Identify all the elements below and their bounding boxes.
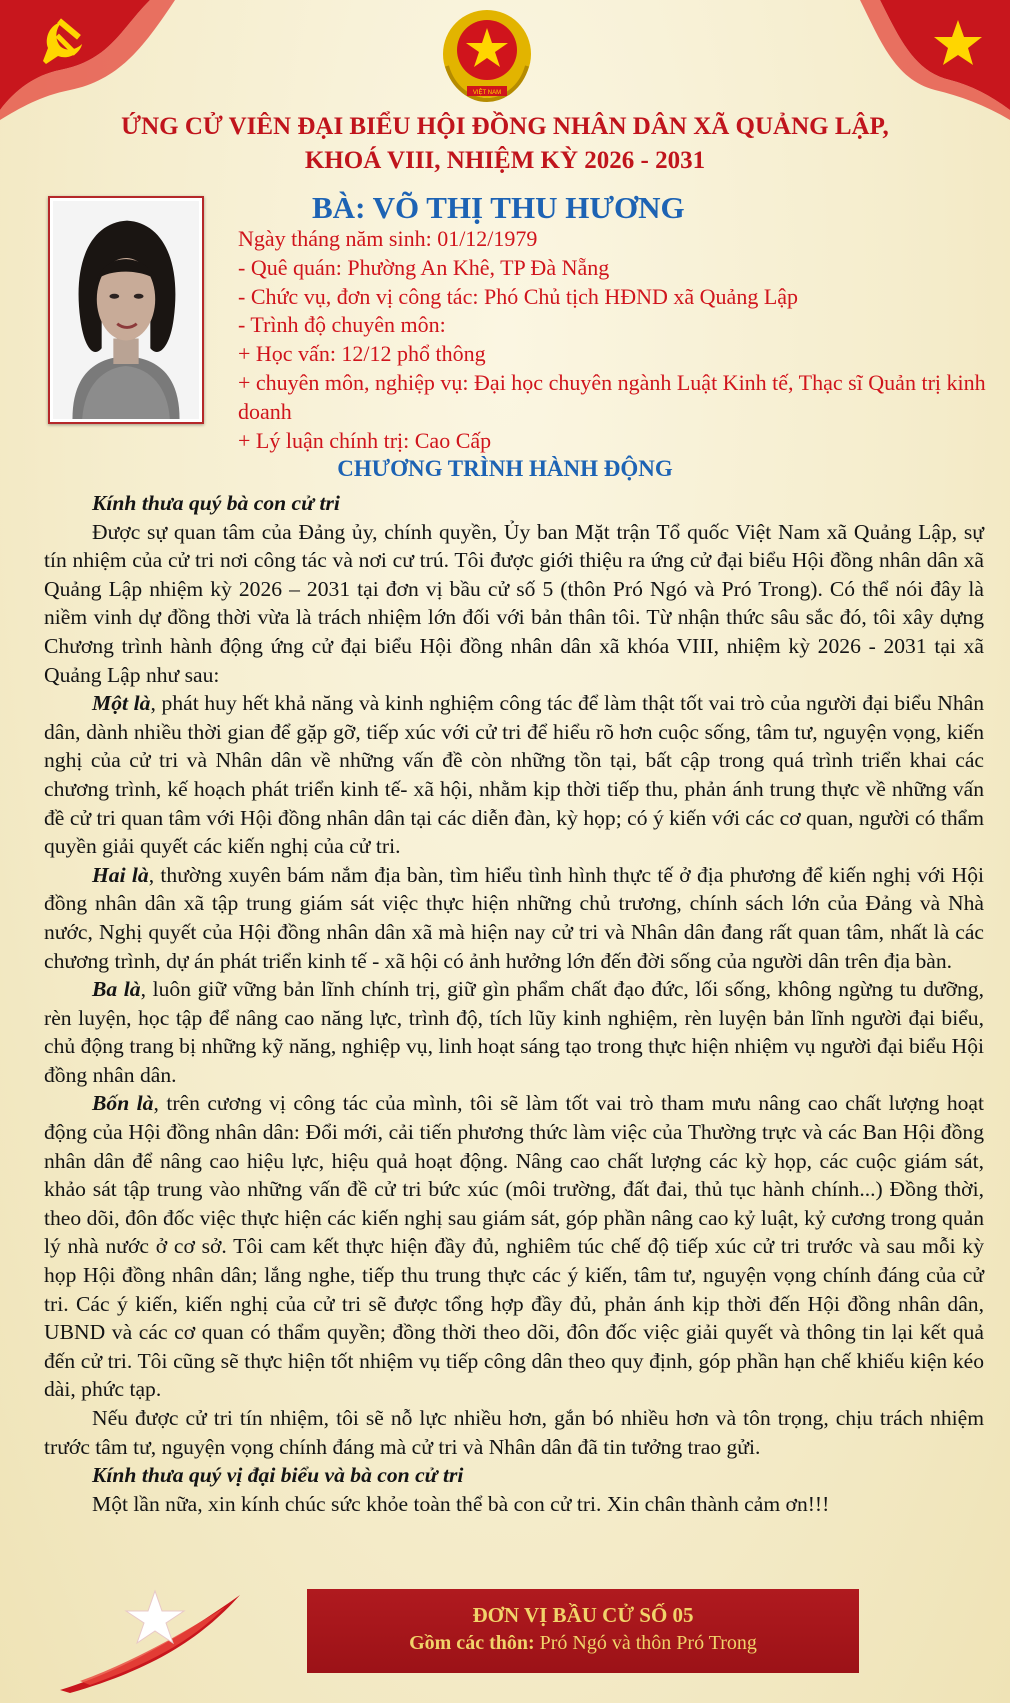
heading-line-1: ỨNG CỬ VIÊN ĐẠI BIỂU HỘI ĐỒNG NHÂN DÂN XÃ QUẢNG LẬP,	[121, 113, 889, 140]
page-heading	[30, 110, 980, 178]
detail-hometown: - Quê quán: Phường An Khê, TP Đà Nẵng	[238, 254, 610, 280]
detail-position: - Chức vụ, đơn vị công tác: Phó Chủ tịch HĐND xã Quảng Lập	[238, 283, 799, 309]
detail-qualification: - Trình độ chuyên môn:	[238, 312, 446, 338]
star-flag	[840, 0, 1010, 120]
detail-specialty: + chuyên môn, nghiệp vụ: Đại học chuyên ngành Luật Kinh tế, Thạc sĩ Quản trị kinh doanh	[238, 369, 986, 424]
point-1-text: , phát huy hết khả năng và kinh nghiệm công tác để làm thật tốt vai trò của người đại biểu Nhân dân, dành nhiều thời gian để gặp gỡ, tiếp xúc với cử tri để hiểu rõ hơn cuộc sống, tâm tư, nguyện vọng, kiến nghị của cử tri và Nhân dân về những vấn đề còn những tồn tại, bất cập trong quá trình triển khai các chương trình, kế hoạch phát triển kinh tế- xã hội, nhằm kịp thời tiếp thu, phản ánh trung thực về những vấn đề cử tri quan tâm với Hội đồng nhân dân tại các diễn đàn, kỳ họp; có ý kiến với các cơ quan, người có thẩm quyền giải quyết các kiến nghị của cử tri.	[44, 691, 984, 859]
candidate-name: BÀ: VÕ THỊ THU HƯƠNG	[312, 190, 685, 225]
point-4-paragraph	[44, 1089, 984, 1404]
banner-villages-value: Pró Ngó và thôn Pró Trong	[539, 1632, 757, 1654]
point-2-lead: Hai là	[92, 862, 149, 887]
point-2-text: , thường xuyên bám nắm địa bàn, tìm hiểu tình hình thực tế ở địa phương để kiến nghị với Hội đồng nhân dân xã tập trung giám sát việc thực hiện những chủ trương, chính sách lớn của Đảng và Nhà nước, Nghị quyết của Hội đồng nhân dân xã mà hiện nay cử tri và Nhân dân đang rất quan tâm, nhất là các chương trình, dự án phát triển kinh tế - xã hội có ảnh hưởng lớn đến đời sống của người dân trên địa bàn.	[44, 862, 984, 973]
banner-villages	[307, 1629, 859, 1657]
greeting-2: Kính thưa quý vị đại biểu và bà con cử tri	[92, 1463, 464, 1488]
point-1-lead: Một là	[92, 691, 151, 716]
banner-villages-label: Gồm các thôn:	[409, 1632, 535, 1654]
point-3-lead: Ba là	[92, 977, 141, 1002]
point-4-lead: Bốn là	[92, 1091, 154, 1116]
program-body	[44, 489, 984, 1518]
detail-political-theory: + Lý luận chính trị: Cao Cấp	[238, 427, 492, 453]
thanks-paragraph: Một lần nữa, xin kính chúc sức khỏe toàn thể bà con cử tri. Xin chân thành cảm ơn!!!	[92, 1491, 830, 1516]
heading-line-2: KHOÁ VIII, NHIỆM KỲ 2026 - 2031	[304, 147, 706, 174]
greeting: Kính thưa quý bà con cử tri	[92, 491, 340, 515]
point-4-text: , trên cương vị công tác của mình, tôi sẽ làm tốt vai trò tham mưu nâng cao chất lượng hoạt động của Hội đồng nhân dân: Đổi mới, cải tiến phương thức làm việc của Thường trực và các Ban Hội đồng nhân dân để nâng cao hiệu lực, hiệu quả hoạt động. Nâng cao chất lượng các kỳ họp, các cuộc giám sát, khảo sát tập trung vào những vấn đề cử tri bức xúc (môi trường, đất đai, thủ tục hành chính...) Đồng thời, theo dõi, đôn đốc việc thực hiện các kiến nghị sau giám sát, góp phần nâng cao kỷ luật, kỷ cương trong quản lý nhà nước ở cơ sở. Tôi cam kết thực hiện đầy đủ, nghiêm túc chế độ tiếp xúc cử tri trước và sau mỗi kỳ họp Hội đồng nhân dân; lắng nghe, tiếp thu trung thực các ý kiến, tâm tư, nguyện vọng chính đáng của cử tri. Các ý kiến, kiến nghị của cử tri sẽ được tổng hợp đầy đủ, phản ánh kịp thời đến Hội đồng nhân dân, UBND và các cơ quan có thẩm quyền; đồng thời theo dõi, đôn đốc việc giải quyết và thông tin lại kết quả đến cử tri. Tôi cũng sẽ thực hiện tốt nhiệm vụ tiếp công dân theo quy định, góp phần hạn chế khiếu kiện kéo dài, phức tạp.	[44, 1091, 984, 1402]
point-2-paragraph	[44, 861, 984, 975]
point-3-paragraph	[44, 975, 984, 1089]
hammer-sickle-flag	[0, 0, 190, 120]
detail-education: + Học vấn: 12/12 phổ thông	[238, 341, 486, 367]
intro-paragraph: Được sự quan tâm của Đảng ủy, chính quyền, Ủy ban Mặt trận Tổ quốc Việt Nam xã Quảng Lập, sự tín nhiệm của cử tri nơi công tác và nơi cư trú. Tôi được giới thiệu ra ứng cử đại biểu Hội đồng nhân dân xã Quảng Lập nhiệm kỳ 2026 – 2031 tại đơn vị bầu cử số 5 (thôn Pró Ngó và Pró Trong). Có thể nói đây là niềm vinh dự đồng thời vừa là trách nhiệm lớn đối với bản thân tôi. Từ nhận thức sâu sắc đó, tôi xây dựng Chương trình hành động ứng cử đại biểu Hội đồng nhân dân xã khóa VIII, nhiệm kỳ 2026 - 2031 tại xã Quảng Lập như sau:	[44, 519, 984, 687]
star-swoosh-icon	[50, 1585, 250, 1695]
program-title: CHƯƠNG TRÌNH HÀNH ĐỘNG	[337, 456, 673, 481]
point-3-text: , luôn giữ vững bản lĩnh chính trị, giữ gìn phẩm chất đạo đức, lối sống, không ngừng tu dưỡng, rèn luyện, học tập để nâng cao năng lực, trình độ, tích lũy kinh nghiệm, rèn luyện bản lĩnh người đại biểu, chủ động trang bị những kỹ năng, nghiệp vụ, linh hoạt sáng tạo trong thực hiện nhiệm vụ người đại biểu Hội đồng nhân dân.	[44, 977, 984, 1087]
constituency-banner	[307, 1589, 859, 1673]
candidate-details	[238, 225, 988, 455]
closing-paragraph: Nếu được cử tri tín nhiệm, tôi sẽ nỗ lực nhiều hơn, gắn bó nhiều hơn và tôn trọng, chịu trách nhiệm trước tâm tư, nguyện vọng chính đáng mà cử tri và Nhân dân đã tin tưởng trao gửi.	[44, 1406, 984, 1459]
detail-birthdate: Ngày tháng năm sinh: 01/12/1979	[238, 226, 538, 251]
banner-title: ĐƠN VỊ BẦU CỬ SỐ 05	[472, 1603, 694, 1627]
candidate-photo-frame	[48, 196, 204, 424]
emblem-caption: VIỆT NAM	[472, 90, 502, 96]
candidate-portrait	[53, 201, 199, 419]
point-1-paragraph	[44, 689, 984, 861]
national-emblem-icon	[436, 6, 538, 106]
